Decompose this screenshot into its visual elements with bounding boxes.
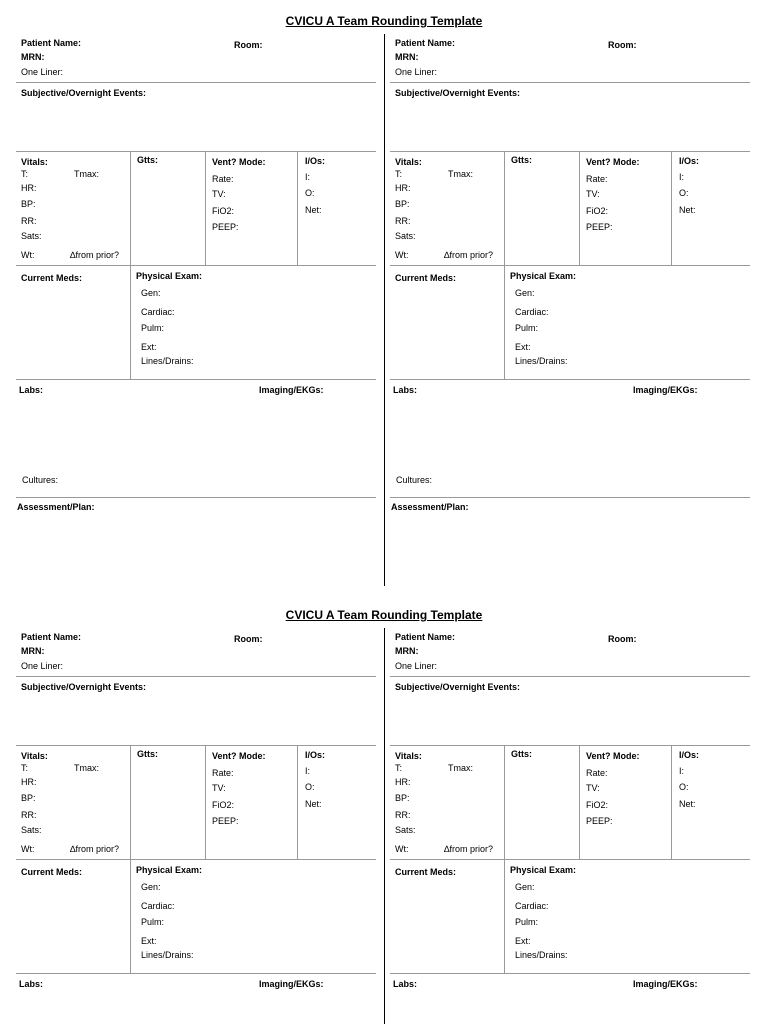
mrn-label: MRN: — [395, 646, 419, 656]
temp-label: T: — [395, 763, 403, 773]
divider — [390, 745, 750, 746]
room-label: Room: — [608, 634, 637, 644]
divider — [579, 745, 580, 859]
hr-label: HR: — [395, 777, 411, 787]
cultures-label: Cultures: — [22, 475, 59, 485]
vent-mode-label: Vent? Mode: — [586, 157, 640, 167]
fio2-label: FiO2: — [212, 800, 235, 810]
current-meds-label: Current Meds: — [395, 867, 457, 877]
tv-label: TV: — [586, 189, 600, 199]
ext-label: Ext: — [515, 936, 531, 946]
imaging-label: Imaging/EKGs: — [259, 979, 324, 989]
temp-label: T: — [21, 169, 29, 179]
lines-drains-label: Lines/Drains: — [515, 356, 568, 366]
temp-label: T: — [395, 169, 403, 179]
rate-label: Rate: — [212, 174, 234, 184]
one-liner-label: One Liner: — [21, 67, 64, 77]
rr-label: RR: — [395, 216, 411, 226]
divider — [390, 973, 750, 974]
cardiac-label: Cardiac: — [515, 307, 549, 317]
imaging-label: Imaging/EKGs: — [633, 385, 698, 395]
physical-exam-label: Physical Exam: — [136, 865, 203, 875]
gen-label: Gen: — [141, 288, 161, 298]
intake-label: I: — [305, 172, 311, 182]
divider — [390, 379, 750, 380]
patient-name-label: Patient Name: — [21, 632, 82, 642]
output-label: O: — [305, 188, 315, 198]
sats-label: Sats: — [395, 231, 416, 241]
imaging-label: Imaging/EKGs: — [259, 385, 324, 395]
peep-label: PEEP: — [586, 222, 613, 232]
subjective-label: Subjective/Overnight Events: — [395, 88, 521, 98]
gen-label: Gen: — [515, 288, 535, 298]
net-label: Net: — [679, 799, 696, 809]
ios-label: I/Os: — [305, 750, 326, 760]
divider — [390, 151, 750, 152]
ext-label: Ext: — [141, 342, 157, 352]
tmax-label: Tmax: — [74, 763, 100, 773]
current-meds-label: Current Meds: — [21, 273, 83, 283]
net-label: Net: — [679, 205, 696, 215]
divider — [671, 151, 672, 265]
ios-label: I/Os: — [679, 156, 700, 166]
gtts-label: Gtts: — [137, 749, 158, 759]
peep-label: PEEP: — [212, 816, 239, 826]
rate-label: Rate: — [586, 174, 608, 184]
net-label: Net: — [305, 799, 322, 809]
room-label: Room: — [234, 40, 263, 50]
intake-label: I: — [679, 766, 685, 776]
sats-label: Sats: — [21, 231, 42, 241]
net-label: Net: — [305, 205, 322, 215]
patient-name-label: Patient Name: — [21, 38, 82, 48]
divider — [16, 265, 376, 266]
hr-label: HR: — [21, 777, 37, 787]
subjective-label: Subjective/Overnight Events: — [395, 682, 521, 692]
wt-label: Wt: — [21, 250, 35, 260]
divider — [16, 859, 376, 860]
physical-exam-label: Physical Exam: — [136, 271, 203, 281]
labs-label: Labs: — [19, 385, 44, 395]
vitals-label: Vitals: — [21, 157, 48, 167]
wt-label: Wt: — [21, 844, 35, 854]
divider — [16, 151, 376, 152]
physical-exam-label: Physical Exam: — [510, 271, 577, 281]
intake-label: I: — [305, 766, 311, 776]
tmax-label: Tmax: — [74, 169, 100, 179]
divider — [297, 151, 298, 265]
vent-mode-label: Vent? Mode: — [212, 157, 266, 167]
cardiac-label: Cardiac: — [515, 901, 549, 911]
pulm-label: Pulm: — [141, 323, 165, 333]
divider — [16, 745, 376, 746]
from-prior-label: ∆from prior? — [70, 250, 120, 260]
divider — [390, 676, 750, 677]
gtts-label: Gtts: — [511, 749, 532, 759]
rr-label: RR: — [395, 810, 411, 820]
gen-label: Gen: — [141, 882, 161, 892]
pulm-label: Pulm: — [515, 323, 539, 333]
output-label: O: — [305, 782, 315, 792]
sats-label: Sats: — [395, 825, 416, 835]
divider — [205, 745, 206, 859]
assessment-plan-label: Assessment/Plan: — [17, 502, 95, 512]
hr-label: HR: — [395, 183, 411, 193]
vent-mode-label: Vent? Mode: — [212, 751, 266, 761]
pulm-label: Pulm: — [515, 917, 539, 927]
bp-label: BP: — [395, 199, 410, 209]
from-prior-label: ∆from prior? — [70, 844, 120, 854]
cardiac-label: Cardiac: — [141, 307, 175, 317]
tv-label: TV: — [212, 783, 226, 793]
ios-label: I/Os: — [305, 156, 326, 166]
from-prior-label: ∆from prior? — [444, 844, 494, 854]
pulm-label: Pulm: — [141, 917, 165, 927]
divider — [390, 82, 750, 83]
divider — [16, 497, 376, 498]
divider — [16, 973, 376, 974]
patient-name-label: Patient Name: — [395, 38, 456, 48]
fio2-label: FiO2: — [212, 206, 235, 216]
cardiac-label: Cardiac: — [141, 901, 175, 911]
labs-label: Labs: — [393, 979, 418, 989]
gtts-label: Gtts: — [137, 155, 158, 165]
temp-label: T: — [21, 763, 29, 773]
fio2-label: FiO2: — [586, 800, 609, 810]
gtts-label: Gtts: — [511, 155, 532, 165]
fio2-label: FiO2: — [586, 206, 609, 216]
imaging-label: Imaging/EKGs: — [633, 979, 698, 989]
hr-label: HR: — [21, 183, 37, 193]
labs-label: Labs: — [393, 385, 418, 395]
ext-label: Ext: — [515, 342, 531, 352]
divider — [297, 745, 298, 859]
output-label: O: — [679, 782, 689, 792]
bp-label: BP: — [21, 199, 36, 209]
gen-label: Gen: — [515, 882, 535, 892]
divider — [205, 151, 206, 265]
from-prior-label: ∆from prior? — [444, 250, 494, 260]
bp-label: BP: — [395, 793, 410, 803]
ios-label: I/Os: — [679, 750, 700, 760]
page-title: CVICU A Team Rounding Template — [285, 14, 483, 28]
one-liner-label: One Liner: — [21, 661, 64, 671]
divider — [390, 497, 750, 498]
peep-label: PEEP: — [586, 816, 613, 826]
vitals-label: Vitals: — [21, 751, 48, 761]
divider — [16, 379, 376, 380]
rate-label: Rate: — [212, 768, 234, 778]
tmax-label: Tmax: — [448, 169, 474, 179]
current-meds-label: Current Meds: — [395, 273, 457, 283]
vitals-label: Vitals: — [395, 157, 422, 167]
column-divider — [384, 34, 385, 586]
subjective-label: Subjective/Overnight Events: — [21, 88, 147, 98]
divider — [16, 676, 376, 677]
current-meds-label: Current Meds: — [21, 867, 83, 877]
divider — [16, 82, 376, 83]
column-divider — [384, 628, 385, 1024]
divider — [390, 265, 750, 266]
patient-name-label: Patient Name: — [395, 632, 456, 642]
vitals-label: Vitals: — [395, 751, 422, 761]
labs-label: Labs: — [19, 979, 44, 989]
divider — [671, 745, 672, 859]
intake-label: I: — [679, 172, 685, 182]
divider — [390, 859, 750, 860]
tv-label: TV: — [586, 783, 600, 793]
mrn-label: MRN: — [21, 646, 45, 656]
vent-mode-label: Vent? Mode: — [586, 751, 640, 761]
peep-label: PEEP: — [212, 222, 239, 232]
rate-label: Rate: — [586, 768, 608, 778]
tv-label: TV: — [212, 189, 226, 199]
room-label: Room: — [234, 634, 263, 644]
mrn-label: MRN: — [21, 52, 45, 62]
one-liner-label: One Liner: — [395, 661, 438, 671]
room-label: Room: — [608, 40, 637, 50]
cultures-label: Cultures: — [396, 475, 433, 485]
mrn-label: MRN: — [395, 52, 419, 62]
divider — [579, 151, 580, 265]
bp-label: BP: — [21, 793, 36, 803]
physical-exam-label: Physical Exam: — [510, 865, 577, 875]
lines-drains-label: Lines/Drains: — [141, 356, 194, 366]
page-title: CVICU A Team Rounding Template — [285, 608, 483, 622]
lines-drains-label: Lines/Drains: — [141, 950, 194, 960]
wt-label: Wt: — [395, 844, 409, 854]
subjective-label: Subjective/Overnight Events: — [21, 682, 147, 692]
wt-label: Wt: — [395, 250, 409, 260]
rr-label: RR: — [21, 216, 37, 226]
rr-label: RR: — [21, 810, 37, 820]
lines-drains-label: Lines/Drains: — [515, 950, 568, 960]
one-liner-label: One Liner: — [395, 67, 438, 77]
ext-label: Ext: — [141, 936, 157, 946]
sats-label: Sats: — [21, 825, 42, 835]
assessment-plan-label: Assessment/Plan: — [391, 502, 469, 512]
output-label: O: — [679, 188, 689, 198]
tmax-label: Tmax: — [448, 763, 474, 773]
